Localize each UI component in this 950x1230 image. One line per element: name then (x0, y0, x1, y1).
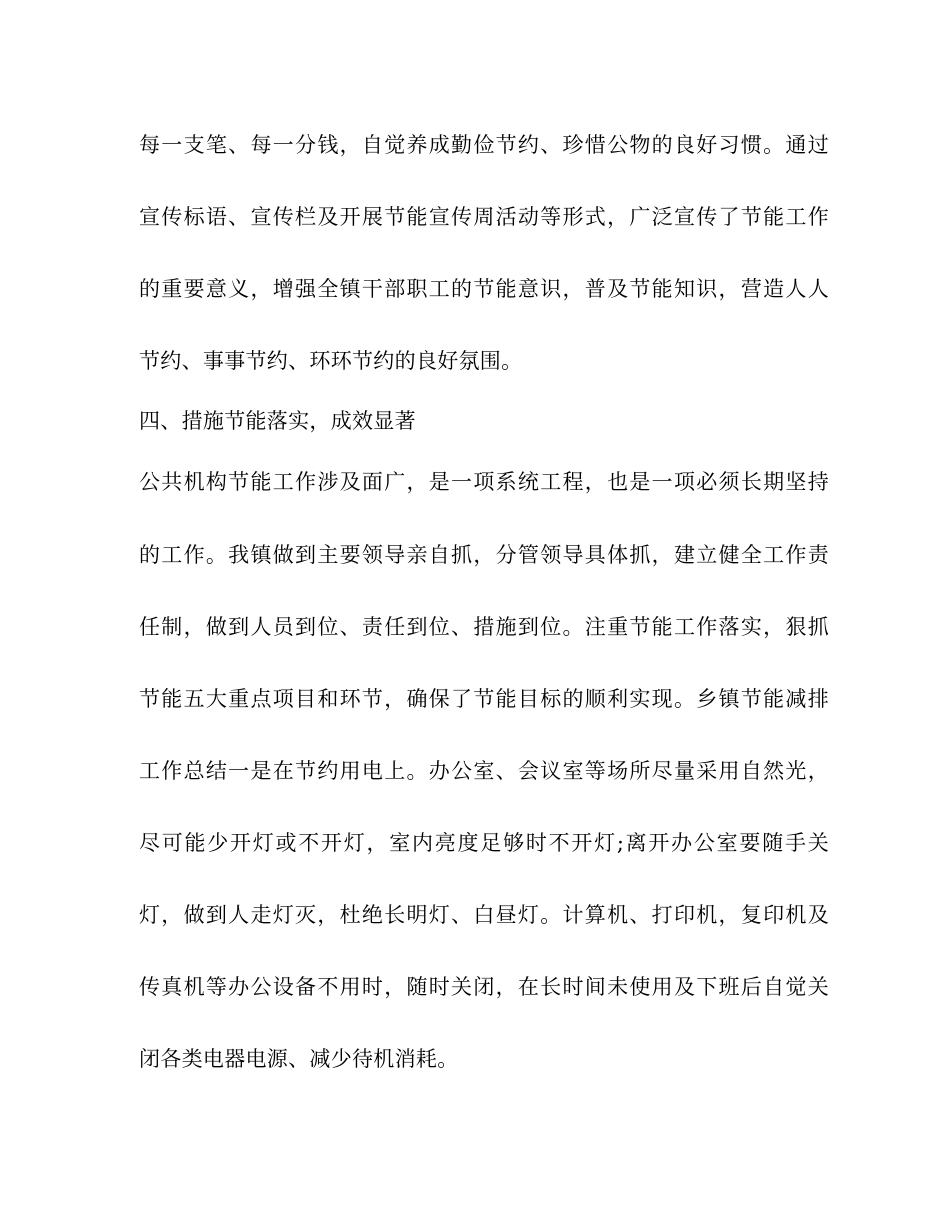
text-line: 的重要意义，增强全镇干部职工的节能意识，普及节能知识，营造人人 (139, 277, 829, 301)
text-line: 灯，做到人走灯灭，杜绝长明灯、白昼灯。计算机、打印机，复印机及 (139, 903, 829, 927)
text-line: 宣传标语、宣传栏及开展节能宣传周活动等形式，广泛宣传了节能工作 (139, 205, 829, 229)
section-heading: 四、措施节能落实，成效显著 (139, 409, 416, 433)
text-line: 尽可能少开灯或不开灯，室内亮度足够时不开灯;离开办公室要随手关 (139, 831, 829, 855)
text-line: 的工作。我镇做到主要领导亲自抓，分管领导具体抓，建立健全工作责 (139, 543, 829, 567)
text-line: 传真机等办公设备不用时，随时关闭，在长时间未使用及下班后自觉关 (139, 975, 829, 999)
text-line: 每一支笔、每一分钱，自觉养成勤俭节约、珍惜公物的良好习惯。通过 (139, 133, 829, 157)
text-line: 工作总结一是在节约用电上。办公室、会议室等场所尽量采用自然光， (139, 759, 829, 783)
text-line: 任制，做到人员到位、责任到位、措施到位。注重节能工作落实，狠抓 (139, 615, 829, 639)
text-line: 节能五大重点项目和环节，确保了节能目标的顺利实现。乡镇节能减排 (139, 687, 829, 711)
text-line: 节约、事事节约、环环节约的良好氛围。 (139, 349, 523, 373)
text-line: 公共机构节能工作涉及面广，是一项系统工程，也是一项必须长期坚持 (139, 470, 829, 494)
text-line: 闭各类电器电源、减少待机消耗。 (139, 1047, 459, 1071)
